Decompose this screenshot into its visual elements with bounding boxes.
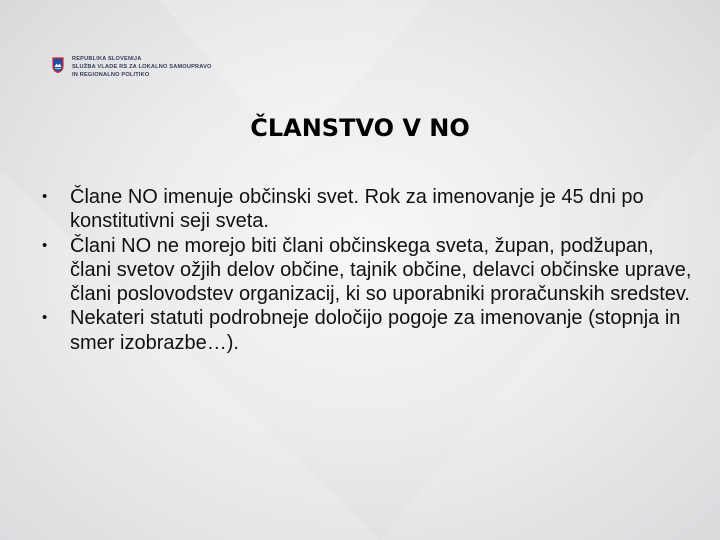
header-line-country: REPUBLIKA SLOVENIJA: [72, 56, 142, 62]
bullet-item: [40, 234, 700, 307]
ministry-name: [72, 55, 212, 79]
bullet-item: [40, 306, 700, 355]
slide-title: ČLANSTVO V NO: [250, 114, 470, 142]
bullet-dot-icon: •: [42, 236, 48, 254]
bullet-text: Člani NO ne morejo biti člani občinskega sveta, župan, podžupan, člani svetov ožjih delov občine, tajnik občine, delavci občinske uprave, člani poslovodstev organizacij, ki so uporabniki proračunskih sredstev.: [70, 234, 692, 306]
ministry-header: [52, 55, 212, 79]
bullet-text: Nekateri statuti podrobneje določijo pogoje za imenovanje (stopnja in smer izobrazbe…).: [70, 307, 681, 354]
bullet-text: Člane NO imenuje občinski svet. Rok za imenovanje je 45 dni po konstitutivni seji sveta.: [70, 186, 644, 233]
bullet-item: [40, 185, 700, 234]
header-line-office: SLUŽBA VLADE RS ZA LOKALNO SAMOUPRAVO: [72, 64, 212, 70]
bullet-dot-icon: •: [42, 309, 48, 327]
bullet-dot-icon: •: [42, 188, 48, 205]
bullet-list: [40, 185, 700, 355]
header-line-policy: IN REGIONALNO POLITIKO: [72, 72, 150, 78]
slovenia-coat-of-arms-icon: [52, 57, 64, 73]
